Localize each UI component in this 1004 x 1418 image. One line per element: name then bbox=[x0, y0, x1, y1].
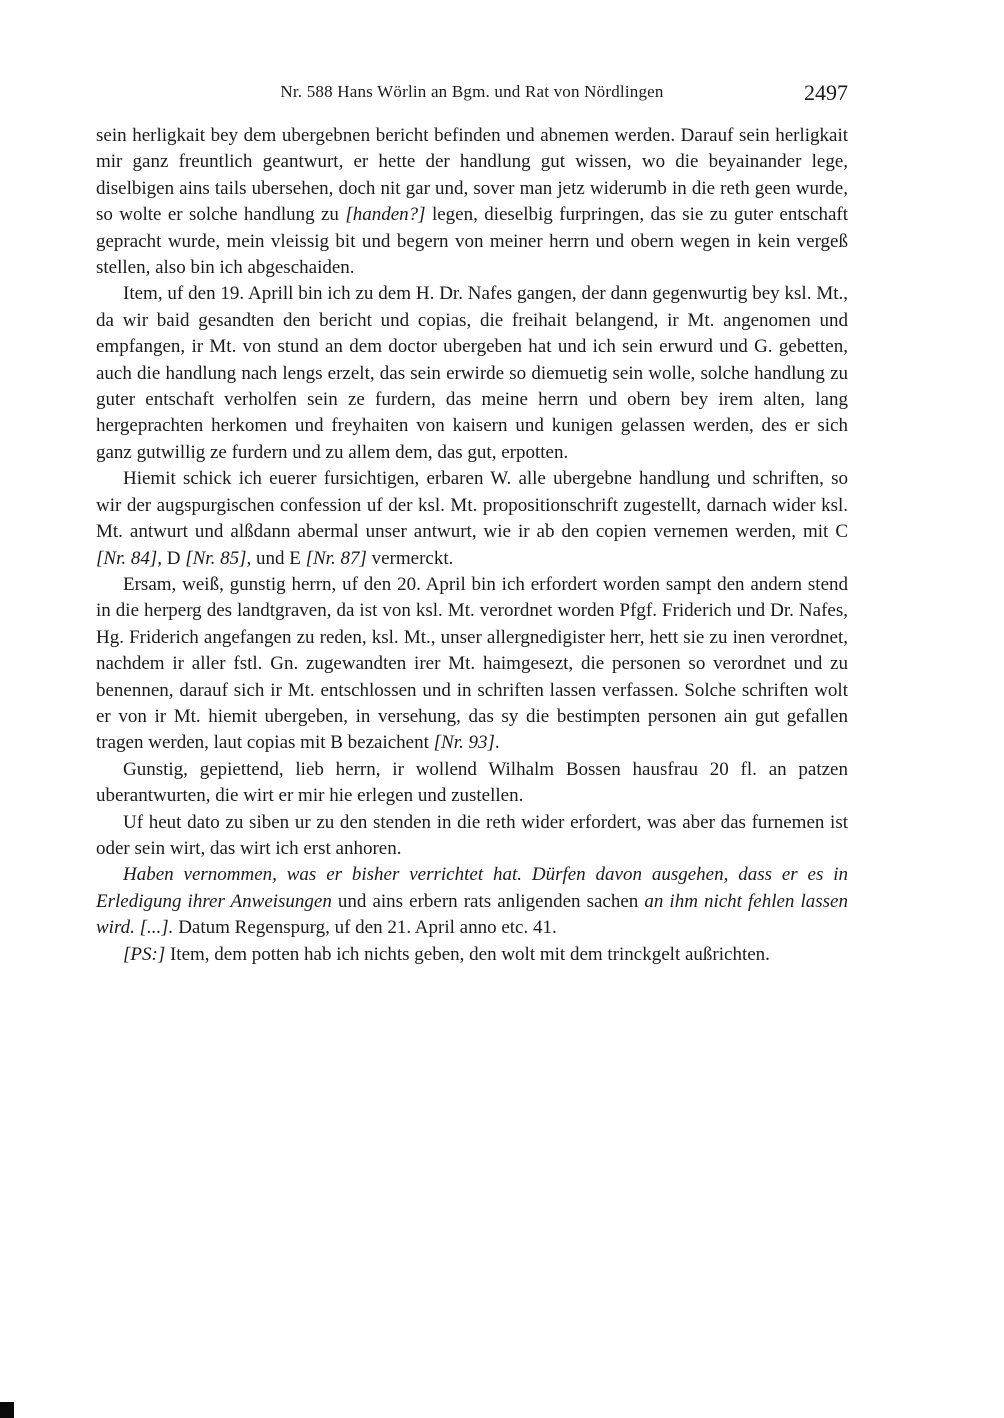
page-header bbox=[96, 80, 848, 104]
page-number: 2497 bbox=[804, 80, 848, 105]
text-run: Item, dem potten hab ich nichts geben, den wolt mit dem trinckgelt außrichten. bbox=[165, 943, 770, 965]
paragraph bbox=[96, 466, 848, 572]
italic-run: [PS:] bbox=[123, 943, 166, 965]
paragraph bbox=[96, 942, 848, 968]
text-run: und ains erbern rats anligenden sachen bbox=[337, 890, 645, 912]
text-run: und E bbox=[251, 547, 306, 569]
paragraph bbox=[96, 281, 848, 466]
italic-run: [Nr. 84], bbox=[96, 547, 162, 569]
italic-run: Haben vernommen, was er bisher verrichtet hat. Dürfen davon ausgehen, dass er es in Erledigung ihrer Anweisungen bbox=[96, 864, 848, 912]
text-run: vermerckt. bbox=[366, 547, 454, 569]
text-run: legen, dieselbig furpringen, das sie zu guter entschaft gepracht wurde, mein vleissig bit und begern von meiner herrn und obern wegen in kein vergeß stellen, also bin ich abgeschaiden. bbox=[96, 204, 848, 279]
paragraph bbox=[96, 757, 848, 810]
text-run: Hiemit schick ich euerer fursichtigen, erbaren W. alle ubergebne handlung und schriften, so wir der augspurgischen confession uf der ksl. Mt. propositionschrift zugestellt, darnach wider ksl. Mt. antwurt und alßdann abermal unser antwurt, wie ir ab den copien vernemen werden, mit C bbox=[96, 468, 848, 543]
text-run: D bbox=[162, 547, 186, 569]
text-run: Item, uf den 19. Aprill bin ich zu dem H. Dr. Nafes gangen, der dann gegenwurtig bey ksl. Mt., da wir baid gesandten den bericht und copias, die freihait belangend, ir Mt. angenomen und empfangen, ir Mt. von stund an dem doctor ubergeben hat und ich sein erwurd und G. gebetten, auch die handlung nach lengs erzelt, das sein erwirde so diemuetig sein wolle, solche handlung zu guter entschaft verholfen sein ze furdern, das meine herrn und obern bey irem alten, lang hergeprachten herkomen und freyhaiten von kaisern und kunigen gelassen werden, des er sich ganz gutwillig ze furdern und zu allem dem, das gut, erpotten. bbox=[96, 283, 848, 463]
text-run: sein herligkait bey dem ubergebnen bericht befinden und abnemen werden. Darauf sein herligkait mir ganz freuntlich geantwurt, er hette der handlung gut wissen, wo die beyainander lege, diselbigen ains tails ubersehen, doch nit gar und, sover man jetz widerumb in die reth geen wurde, so wolte er solche handlung zu bbox=[96, 125, 848, 226]
italic-run: [Nr. 85], bbox=[185, 547, 252, 569]
scan-artifact bbox=[0, 1402, 14, 1418]
running-title: Nr. 588 Hans Wörlin an Bgm. und Rat von Nördlingen bbox=[280, 82, 664, 101]
text-run: Ersam, weiß, gunstig herrn, uf den 20. April bin ich erfordert worden sampt den andern stend in die herperg des landtgraven, da ist von ksl. Mt. verordnet worden Pfgf. Friderich und Dr. Nafes, Hg. Friderich angefangen zu reden, ksl. Mt., unser allergnedigister herr, hett sie zu inen verordnet, nachdem ir aller fstl. Gn. zugewandten irer Mt. haimgesezt, die personen so verordnet und zu benennen, darauf sich ir Mt. entschlossen und in schriften lassen verfassen. Solche schriften wolt er von ir Mt. hiemit ubergeben, in versehung, das sy die bestimpten personen ain gut gefallen tragen werden, laut copias mit B bezaichent bbox=[96, 573, 848, 754]
paragraph bbox=[96, 810, 848, 863]
text-run: . bbox=[494, 732, 500, 754]
italic-run: [Nr. 87] bbox=[305, 547, 367, 569]
italic-run: [Nr. 93] bbox=[433, 732, 495, 754]
text-run: Gunstig, gepiettend, lieb herrn, ir wollend Wilhalm Bossen hausfrau 20 fl. an patzen uberantwurten, die wirt er mir hie erlegen und zustellen. bbox=[96, 758, 848, 807]
paragraph bbox=[96, 862, 848, 941]
paragraph bbox=[96, 572, 848, 757]
italic-run: an ihm nicht fehlen lassen wird. [...]. bbox=[96, 890, 848, 939]
italic-run: [handen?] bbox=[345, 204, 426, 226]
letter-text bbox=[96, 123, 848, 968]
paragraph bbox=[96, 123, 848, 281]
text-run: Datum Regenspurg, uf den 21. April anno etc. 41. bbox=[173, 917, 557, 939]
text-run: Uf heut dato zu siben ur zu den stenden in die reth wider erfordert, was aber das furnemen ist oder sein wirt, das wirt ich erst anhoren. bbox=[96, 811, 848, 859]
